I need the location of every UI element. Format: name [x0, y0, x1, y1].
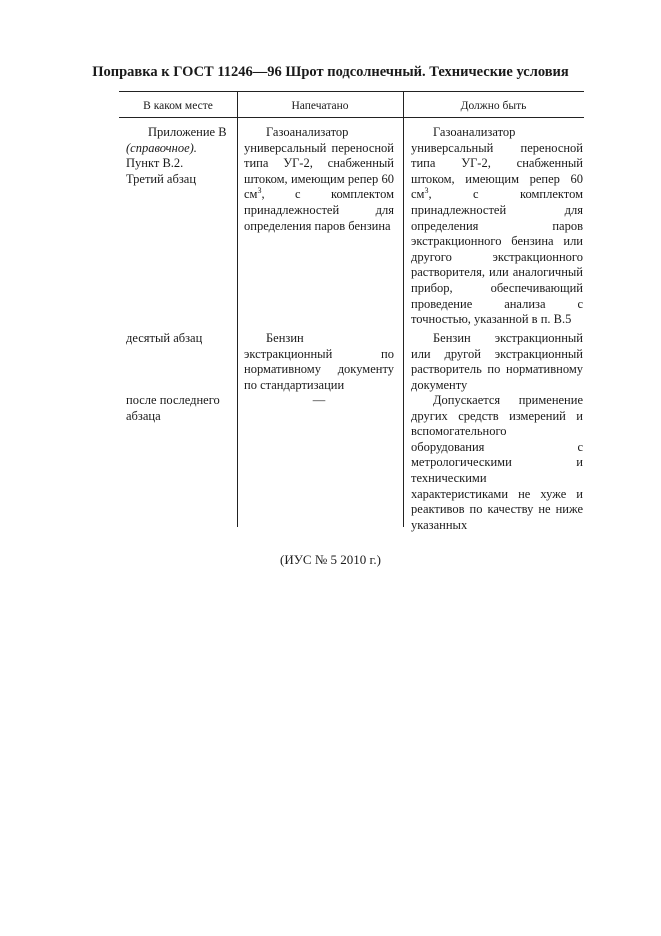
row1-should-be-sup: 3 [424, 186, 429, 196]
table-header-rule [119, 117, 584, 118]
row2-should-be-text: Бензин экстракционный или другой экстракционный растворитель по нормативному документу [411, 331, 583, 392]
row3-printed-dash: — [312, 393, 326, 407]
publication-reference: (ИУС № 5 2010 г.) [280, 552, 381, 567]
row1-should-be-tail: , с комплектом принадлежностей для определения паров экстракционного бензина или другого экстракционного растворителя, или аналогичный прибор, обеспечивающий проведение анализа с точностью, указанной в п. В.5 [411, 187, 583, 327]
row2-place [126, 331, 236, 347]
column-divider-2 [403, 91, 404, 527]
row3-place-text: после последнего абзаца [126, 393, 220, 423]
row3-should-be-text: Допускается применение других средств измерений и вспомогательного оборудования с метрологическими и техническими характеристиками не хуже и реактивов по качеству не ниже указанных [411, 393, 583, 532]
header-printed: Напечатано [291, 100, 349, 112]
header-place: В каком месте [143, 100, 213, 112]
row1-place [126, 125, 236, 187]
row1-printed-sup: 3 [257, 186, 262, 196]
row1-place-line2: (справочное). [126, 140, 197, 155]
row2-place-line1: десятый абзац [126, 331, 203, 345]
row3-place [126, 393, 234, 424]
row1-printed-tail: , с комплектом принадлежностей для определения паров бензина [244, 187, 394, 233]
header-should-be: Должно быть [460, 100, 527, 112]
document-title: Поправка к ГОСТ 11246—96 Шрот подсолнечный. Технические условия [92, 64, 569, 80]
table-top-rule [119, 91, 584, 92]
column-divider-1 [237, 91, 238, 527]
row1-printed-text: Газоанализатор универсальный переносной типа УГ-2, снабженный штоком, имеющим репер 60 см [244, 125, 394, 202]
row2-printed-text: Бензин экстракционный по нормативному документу по стандартизации [244, 331, 394, 392]
row2-printed [244, 331, 394, 393]
row2-should-be [411, 331, 583, 393]
row3-printed [244, 393, 394, 409]
row1-printed [244, 125, 394, 234]
row1-place-line1: Приложение В [148, 125, 227, 139]
row1-should-be-text: Газоанализатор универсальный переносной типа УГ-2, снабженный штоком, имеющим репер 60 см [411, 125, 583, 202]
row1-should-be [411, 125, 583, 328]
row1-place-line4: Третий абзац [126, 171, 197, 186]
row3-should-be [411, 393, 583, 533]
row1-place-line3: Пункт В.2. [126, 156, 184, 171]
